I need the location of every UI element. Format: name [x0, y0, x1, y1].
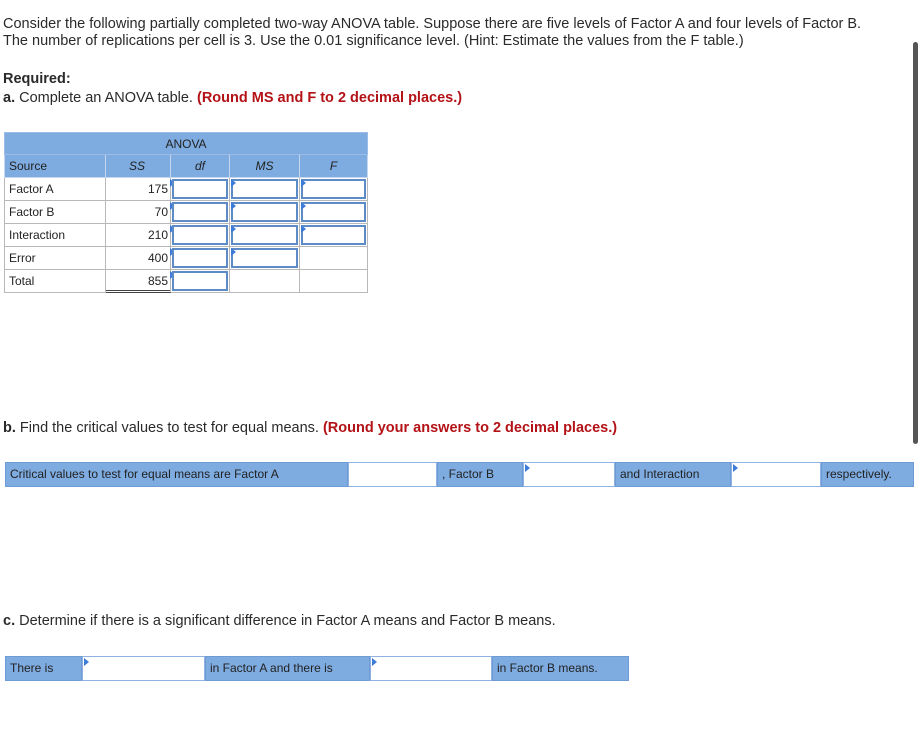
there-is-label: There is [5, 656, 82, 681]
row-source: Total [4, 270, 106, 293]
row-source: Factor B [4, 201, 106, 224]
row-ss [106, 224, 171, 247]
part-c-instruction [3, 613, 556, 629]
ss-value: 400 [147, 251, 168, 265]
f-input-factor-a[interactable] [300, 178, 368, 201]
df-input-factor-b[interactable] [171, 201, 230, 224]
ss-value: 210 [147, 228, 168, 242]
anova-table [4, 132, 368, 293]
header-source: Source [4, 155, 106, 178]
ms-input-factor-a[interactable] [230, 178, 300, 201]
answer-flag-icon [231, 248, 236, 256]
row-source: Factor A [4, 178, 106, 201]
critical-input-factor-a[interactable] [348, 462, 437, 487]
ss-value: 855 [147, 274, 168, 288]
row-ss [106, 270, 171, 293]
df-input-total[interactable] [171, 270, 230, 293]
table-row [4, 201, 368, 224]
row-ss [106, 178, 171, 201]
part-a-prefix: a. [3, 90, 16, 106]
f-cell-empty [300, 247, 368, 270]
answer-flag-icon [231, 225, 236, 233]
table-row [4, 178, 368, 201]
answer-flag-icon [525, 464, 530, 472]
anova-title: ANOVA [4, 132, 368, 155]
df-input-factor-a[interactable] [171, 178, 230, 201]
answer-flag-icon [372, 658, 377, 666]
critical-label-factor-b: , Factor B [437, 462, 523, 487]
answer-flag-icon [301, 225, 306, 233]
answer-flag-icon [231, 179, 236, 187]
factor-a-label: in Factor A and there is [205, 656, 370, 681]
ms-input-error[interactable] [230, 247, 300, 270]
row-source: Interaction [4, 224, 106, 247]
question-intro: Consider the following partially completed two-way ANOVA table. Suppose there are five levels of Factor A and four levels of Factor B. The number of replications per cell is 3. Use the 0.01 significance level. (Hint: Estimate the values from the F table.) [3, 16, 862, 49]
f-input-interaction[interactable] [300, 224, 368, 247]
header-f: F [300, 155, 368, 178]
table-row [4, 224, 368, 247]
critical-label-interaction: and Interaction [615, 462, 731, 487]
anova-header-row [4, 155, 368, 178]
significance-select-factor-a[interactable] [82, 656, 205, 681]
part-c-text: Determine if there is a significant difference in Factor A means and Factor B means. [19, 613, 556, 629]
significance-row [5, 656, 629, 681]
row-ss [106, 201, 171, 224]
row-ss [106, 247, 171, 270]
df-input-interaction[interactable] [171, 224, 230, 247]
part-b-note: (Round your answers to 2 decimal places.) [322, 420, 618, 436]
critical-input-interaction[interactable] [731, 462, 821, 487]
answer-flag-icon [231, 202, 236, 210]
part-b-prefix: b. [3, 420, 16, 436]
f-cell-empty [300, 270, 368, 293]
table-row [4, 247, 368, 270]
scrollbar[interactable] [913, 42, 918, 444]
part-b-instruction [3, 420, 617, 436]
header-ms: MS [230, 155, 300, 178]
answer-flag-icon [84, 658, 89, 666]
factor-b-label: in Factor B means. [492, 656, 629, 681]
table-row [4, 270, 368, 293]
f-input-factor-b[interactable] [300, 201, 368, 224]
required-label: Required: [3, 71, 71, 87]
part-c-prefix: c. [3, 613, 16, 629]
critical-input-factor-b[interactable] [523, 462, 615, 487]
part-a-note: (Round MS and F to 2 decimal places.) [197, 90, 463, 106]
part-a-instruction [3, 90, 462, 106]
df-input-error[interactable] [171, 247, 230, 270]
critical-label-factor-a: Critical values to test for equal means are Factor A [5, 462, 348, 487]
part-a-text: Complete an ANOVA table. [19, 90, 193, 106]
ms-cell-empty [230, 270, 300, 293]
header-df: df [171, 155, 230, 178]
critical-label-respectively: respectively. [821, 462, 914, 487]
part-b-text: Find the critical values to test for equal means. [19, 420, 319, 436]
answer-flag-icon [301, 202, 306, 210]
ms-input-factor-b[interactable] [230, 201, 300, 224]
header-ss: SS [106, 155, 171, 178]
answer-flag-icon [301, 179, 306, 187]
row-source: Error [4, 247, 106, 270]
answer-flag-icon [733, 464, 738, 472]
ms-input-interaction[interactable] [230, 224, 300, 247]
critical-values-row [5, 462, 914, 487]
ss-value: 175 [147, 182, 168, 196]
ss-value: 70 [154, 205, 168, 219]
significance-select-factor-b[interactable] [370, 656, 492, 681]
